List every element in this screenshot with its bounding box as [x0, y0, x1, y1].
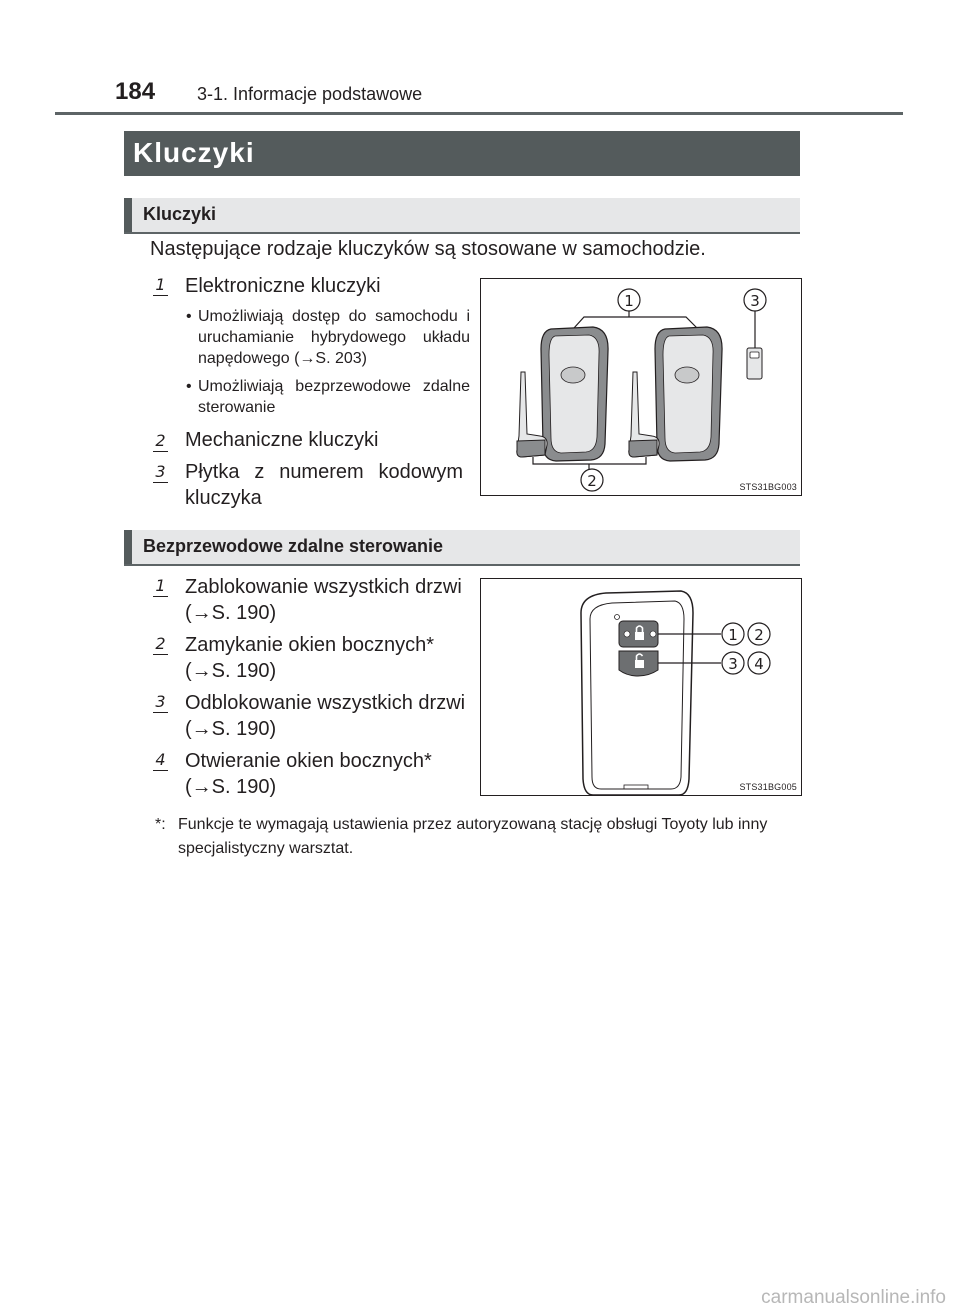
remote-section-title: Bezprzewodowe zdalne sterowanie [143, 536, 444, 556]
watermark: carmanualsonline.info [761, 1287, 946, 1308]
figure-code: STS31BG003 [739, 482, 797, 492]
remote-item-unlock: Odblokowanie wszystkich drzwi [185, 692, 466, 714]
remote-item-ref: (→S. 190) [185, 660, 277, 682]
figure-label: 3 [750, 292, 760, 310]
item-number: 1 [153, 577, 168, 597]
figure-label: 4 [754, 655, 764, 673]
footnote-text: Funkcje te wymagają ustawienia przez autoryzowaną stację obsługi Toyoty lub inny specjalistyczny warsztat. [178, 816, 768, 857]
page-number: 184 [115, 78, 156, 105]
banner-accent [124, 198, 132, 232]
footnote-mark: *: [155, 816, 166, 833]
remote-item-ref: (→S. 190) [185, 718, 277, 740]
main-title-banner [124, 131, 800, 176]
main-title: Kluczyki [133, 137, 255, 168]
bullet-text: Umożliwiają bezprzewodowe zdalne sterowanie [198, 378, 470, 416]
key-item-electronic: Elektroniczne kluczyki [185, 275, 381, 297]
banner-accent [124, 530, 132, 564]
remote-section-banner [124, 530, 800, 566]
remote-item-ref: (→S. 190) [185, 602, 277, 624]
section-title: 3-1. Informacje podstawowe [197, 84, 423, 104]
keys-intro: Następujące rodzaje kluczyków są stosowane w samochodzie. [150, 238, 706, 260]
figure-label: 2 [754, 626, 764, 644]
remote-item-ref: (→S. 190) [185, 776, 277, 798]
remote-item-open-windows: Otwieranie okien bocznych* [185, 750, 432, 772]
item-number: 3 [153, 693, 168, 713]
item-number: 2 [153, 432, 168, 452]
header-rule [55, 112, 903, 115]
keys-figure [480, 278, 802, 496]
figure-code: STS31BG005 [739, 782, 797, 792]
item-number: 4 [153, 751, 168, 771]
figure-label: 1 [624, 292, 634, 310]
keys-section-banner [124, 198, 800, 234]
keys-section-title: Kluczyki [143, 204, 217, 224]
figure-label: 3 [728, 655, 738, 673]
item-number: 2 [153, 635, 168, 655]
item-number: 3 [153, 463, 168, 483]
remote-figure [480, 578, 802, 796]
figure-label: 2 [587, 472, 597, 490]
key-item-code-plate: Płytka z numerem kodowym kluczyka [185, 461, 463, 509]
bullet-text: Umożliwiają dostęp do samochodu i uruchamianie hybrydowego układu napędowego (→S. 203) [198, 308, 470, 367]
item-number: 1 [153, 276, 168, 296]
remote-item-close-windows: Zamykanie okien bocznych* [185, 634, 435, 656]
remote-illustration [481, 579, 801, 795]
keys-illustration [481, 279, 801, 495]
figure-label: 1 [728, 626, 738, 644]
remote-item-lock: Zablokowanie wszystkich drzwi [185, 576, 462, 598]
key-item-mechanical: Mechaniczne kluczyki [185, 429, 379, 451]
